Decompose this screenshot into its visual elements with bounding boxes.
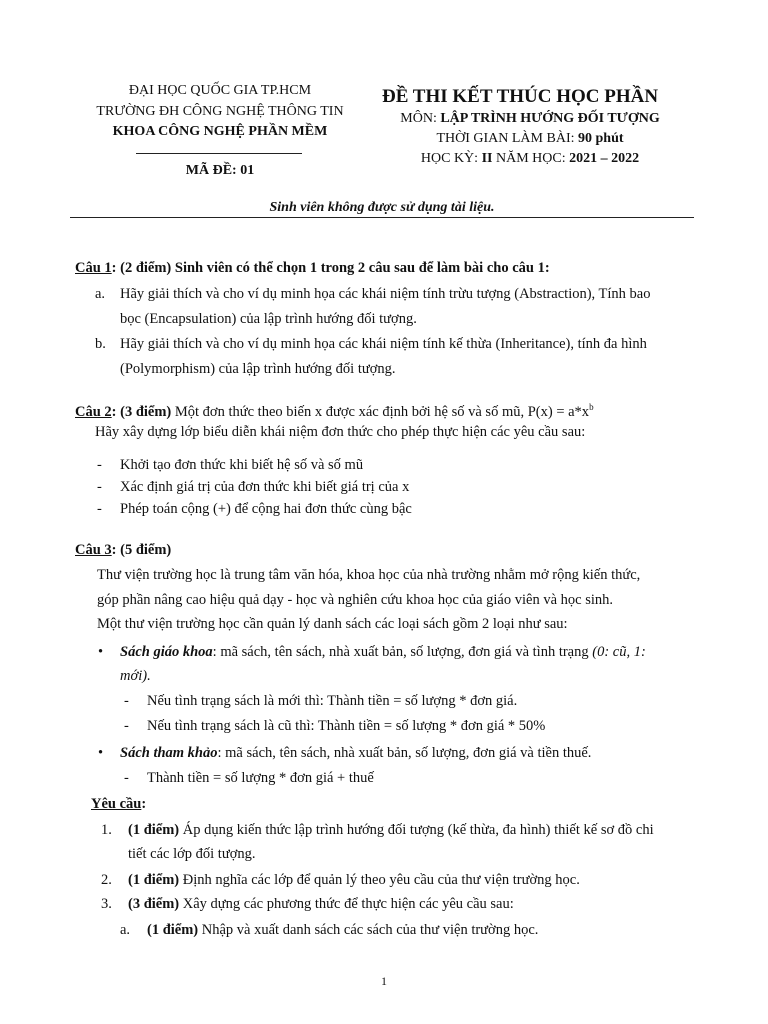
q2-label: Câu 2 — [75, 403, 112, 420]
req3a-points: (1 điểm) — [147, 922, 199, 938]
q2-exponent: b — [589, 402, 594, 412]
q1-b-marker: b. — [95, 336, 106, 352]
header-divider — [136, 153, 302, 154]
exam-code: MÃ ĐỀ: 01 — [185, 163, 255, 178]
q2-heading — [75, 397, 594, 422]
q2-item-1: Khởi tạo đơn thức khi biết hệ số và số mũ — [120, 457, 364, 473]
q3-stk-dash: - — [124, 770, 129, 786]
q2-intro: Hãy xây dựng lớp biểu diễn khái niệm đơn thức cho phép thực hiện các yêu cầu sau: — [95, 424, 586, 440]
note-divider — [70, 217, 694, 218]
q3-sgk-rule-new: Nếu tình trạng sách là mới thì: Thành tiền = số lượng * đơn giá. — [147, 693, 518, 709]
school-name: TRƯỜNG ĐH CÔNG NGHỆ THÔNG TIN — [96, 104, 344, 119]
duration-label: THỜI GIAN LÀM BÀI: — [436, 131, 575, 146]
q3-bullet-stk: • — [98, 745, 104, 761]
q3-points: : (5 điểm) — [111, 542, 172, 558]
q3-sgk-note: (0: cũ, 1: — [592, 644, 646, 660]
req1-line1 — [128, 820, 654, 840]
q3-sgk-rule-old: Nếu tình trạng sách là cũ thì: Thành tiền = số lượng * đơn giá * 50% — [147, 718, 546, 734]
subject-name: LẬP TRÌNH HƯỚNG ĐỐI TƯỢNG — [440, 111, 660, 126]
q1-b-line1: Hãy giải thích và cho ví dụ minh họa các khái niệm tính kế thừa (Inheritance), tính đa hình — [120, 336, 647, 352]
q1-a-line2: bọc (Encapsulation) của lập trình hướng đối tượng. — [120, 311, 417, 327]
term-line — [382, 151, 678, 167]
q1-a-marker: a. — [95, 286, 106, 302]
q2-dash-2: - — [97, 479, 102, 495]
req3-number: 3. — [101, 896, 112, 912]
duration-value: 90 phút — [578, 131, 624, 146]
req1-line2: tiết các lớp đối tượng. — [128, 846, 256, 862]
q2-dash-3: - — [97, 501, 102, 517]
q3-req-colon: : — [141, 796, 147, 812]
req2-number: 2. — [101, 872, 112, 888]
q2-item-3: Phép toán cộng (+) để cộng hai đơn thức cùng bậc — [120, 501, 412, 517]
q2-text: Một đơn thức theo biến x được xác định bởi hệ số và số mũ, P(x) = a*x — [174, 403, 590, 420]
req3a-text: Nhập và xuất danh sách các sách của thư viện trường học. — [201, 922, 539, 938]
req3a-marker: a. — [120, 922, 131, 938]
q2-dash-1: - — [97, 457, 102, 473]
req2-text: Định nghĩa các lớp để quản lý theo yêu cầu của thư viện trường học. — [182, 872, 580, 888]
q3-bullet-sgk: • — [98, 644, 104, 660]
q3-para1-line2: góp phần nâng cao hiệu quả dạy - học và nghiên cứu khoa học của giáo viên và học sinh. — [97, 592, 614, 608]
university-name: ĐẠI HỌC QUỐC GIA TP.HCM — [128, 83, 312, 98]
year-value: 2021 – 2022 — [569, 151, 640, 166]
q3-stk-line — [120, 743, 591, 763]
req1-text: Áp dụng kiến thức lập trình hướng đối tượng (kế thừa, đa hình) thiết kế sơ đồ chi — [182, 822, 654, 838]
subject-line — [382, 111, 678, 127]
page-number: 1 — [381, 974, 387, 988]
subject-label: MÔN: — [400, 111, 437, 126]
req3a-line — [147, 920, 538, 940]
q2-points: : (3 điểm) — [111, 403, 172, 420]
req1-points: (1 điểm) — [128, 822, 180, 838]
req1-number: 1. — [101, 822, 112, 838]
q3-sgk-note-cont: mới). — [120, 668, 151, 684]
q3-para1-line1: Thư viện trường học là trung tâm văn hóa, khoa học của nhà trường nhằm mở rộng kiến thức, — [97, 567, 641, 583]
q3-stk-text: : mã sách, tên sách, nhà xuất bản, số lượng, đơn giá và tiền thuế. — [217, 745, 592, 761]
q3-req-label: Yêu cầu — [91, 796, 142, 812]
req2-line — [128, 870, 580, 890]
req3-points: (3 điểm) — [128, 896, 180, 912]
q3-sgk-dash-1: - — [124, 693, 129, 709]
q3-sgk-dash-2: - — [124, 718, 129, 734]
q1-heading-text: : (2 điểm) Sinh viên có thể chọn 1 trong 2 câu sau để làm bài cho câu 1: — [111, 260, 550, 276]
q3-requirements-heading — [91, 794, 146, 814]
exam-title: ĐỀ THI KẾT THÚC HỌC PHẦN — [382, 86, 659, 107]
q1-heading — [75, 258, 550, 278]
q3-sgk-line — [120, 642, 646, 662]
req3-line — [128, 894, 514, 914]
q3-sgk-label: Sách giáo khoa — [120, 644, 213, 660]
q3-label: Câu 3 — [75, 542, 112, 558]
q3-stk-label: Sách tham khảo — [120, 745, 218, 761]
req2-points: (1 điểm) — [128, 872, 180, 888]
term-label: HỌC KỲ: — [420, 151, 479, 166]
q3-sgk-text: : mã sách, tên sách, nhà xuất bản, số lượng, đơn giá và tình trạng — [212, 644, 589, 660]
q3-heading — [75, 540, 171, 560]
exam-note: Sinh viên không được sử dụng tài liệu. — [269, 200, 495, 215]
q1-a-line1: Hãy giải thích và cho ví dụ minh họa các khái niệm tính trừu tượng (Abstraction), Tính bao — [120, 286, 651, 302]
duration-line — [382, 131, 678, 147]
year-label: NĂM HỌC: — [495, 151, 566, 166]
faculty-name: KHOA CÔNG NGHỆ PHẦN MỀM — [112, 124, 328, 139]
req3-text: Xây dựng các phương thức để thực hiện các yêu cầu sau: — [182, 896, 514, 912]
q1-b-line2: (Polymorphism) của lập trình hướng đối tượng. — [120, 361, 396, 377]
q1-label: Câu 1 — [75, 260, 112, 276]
q3-para2: Một thư viện trường học cần quản lý danh sách các loại sách gồm 2 loại như sau: — [97, 616, 568, 632]
q2-item-2: Xác định giá trị của đơn thức khi biết giá trị của x — [120, 479, 410, 495]
term-value: II — [481, 151, 493, 166]
q3-stk-rule: Thành tiền = số lượng * đơn giá + thuế — [147, 770, 374, 786]
